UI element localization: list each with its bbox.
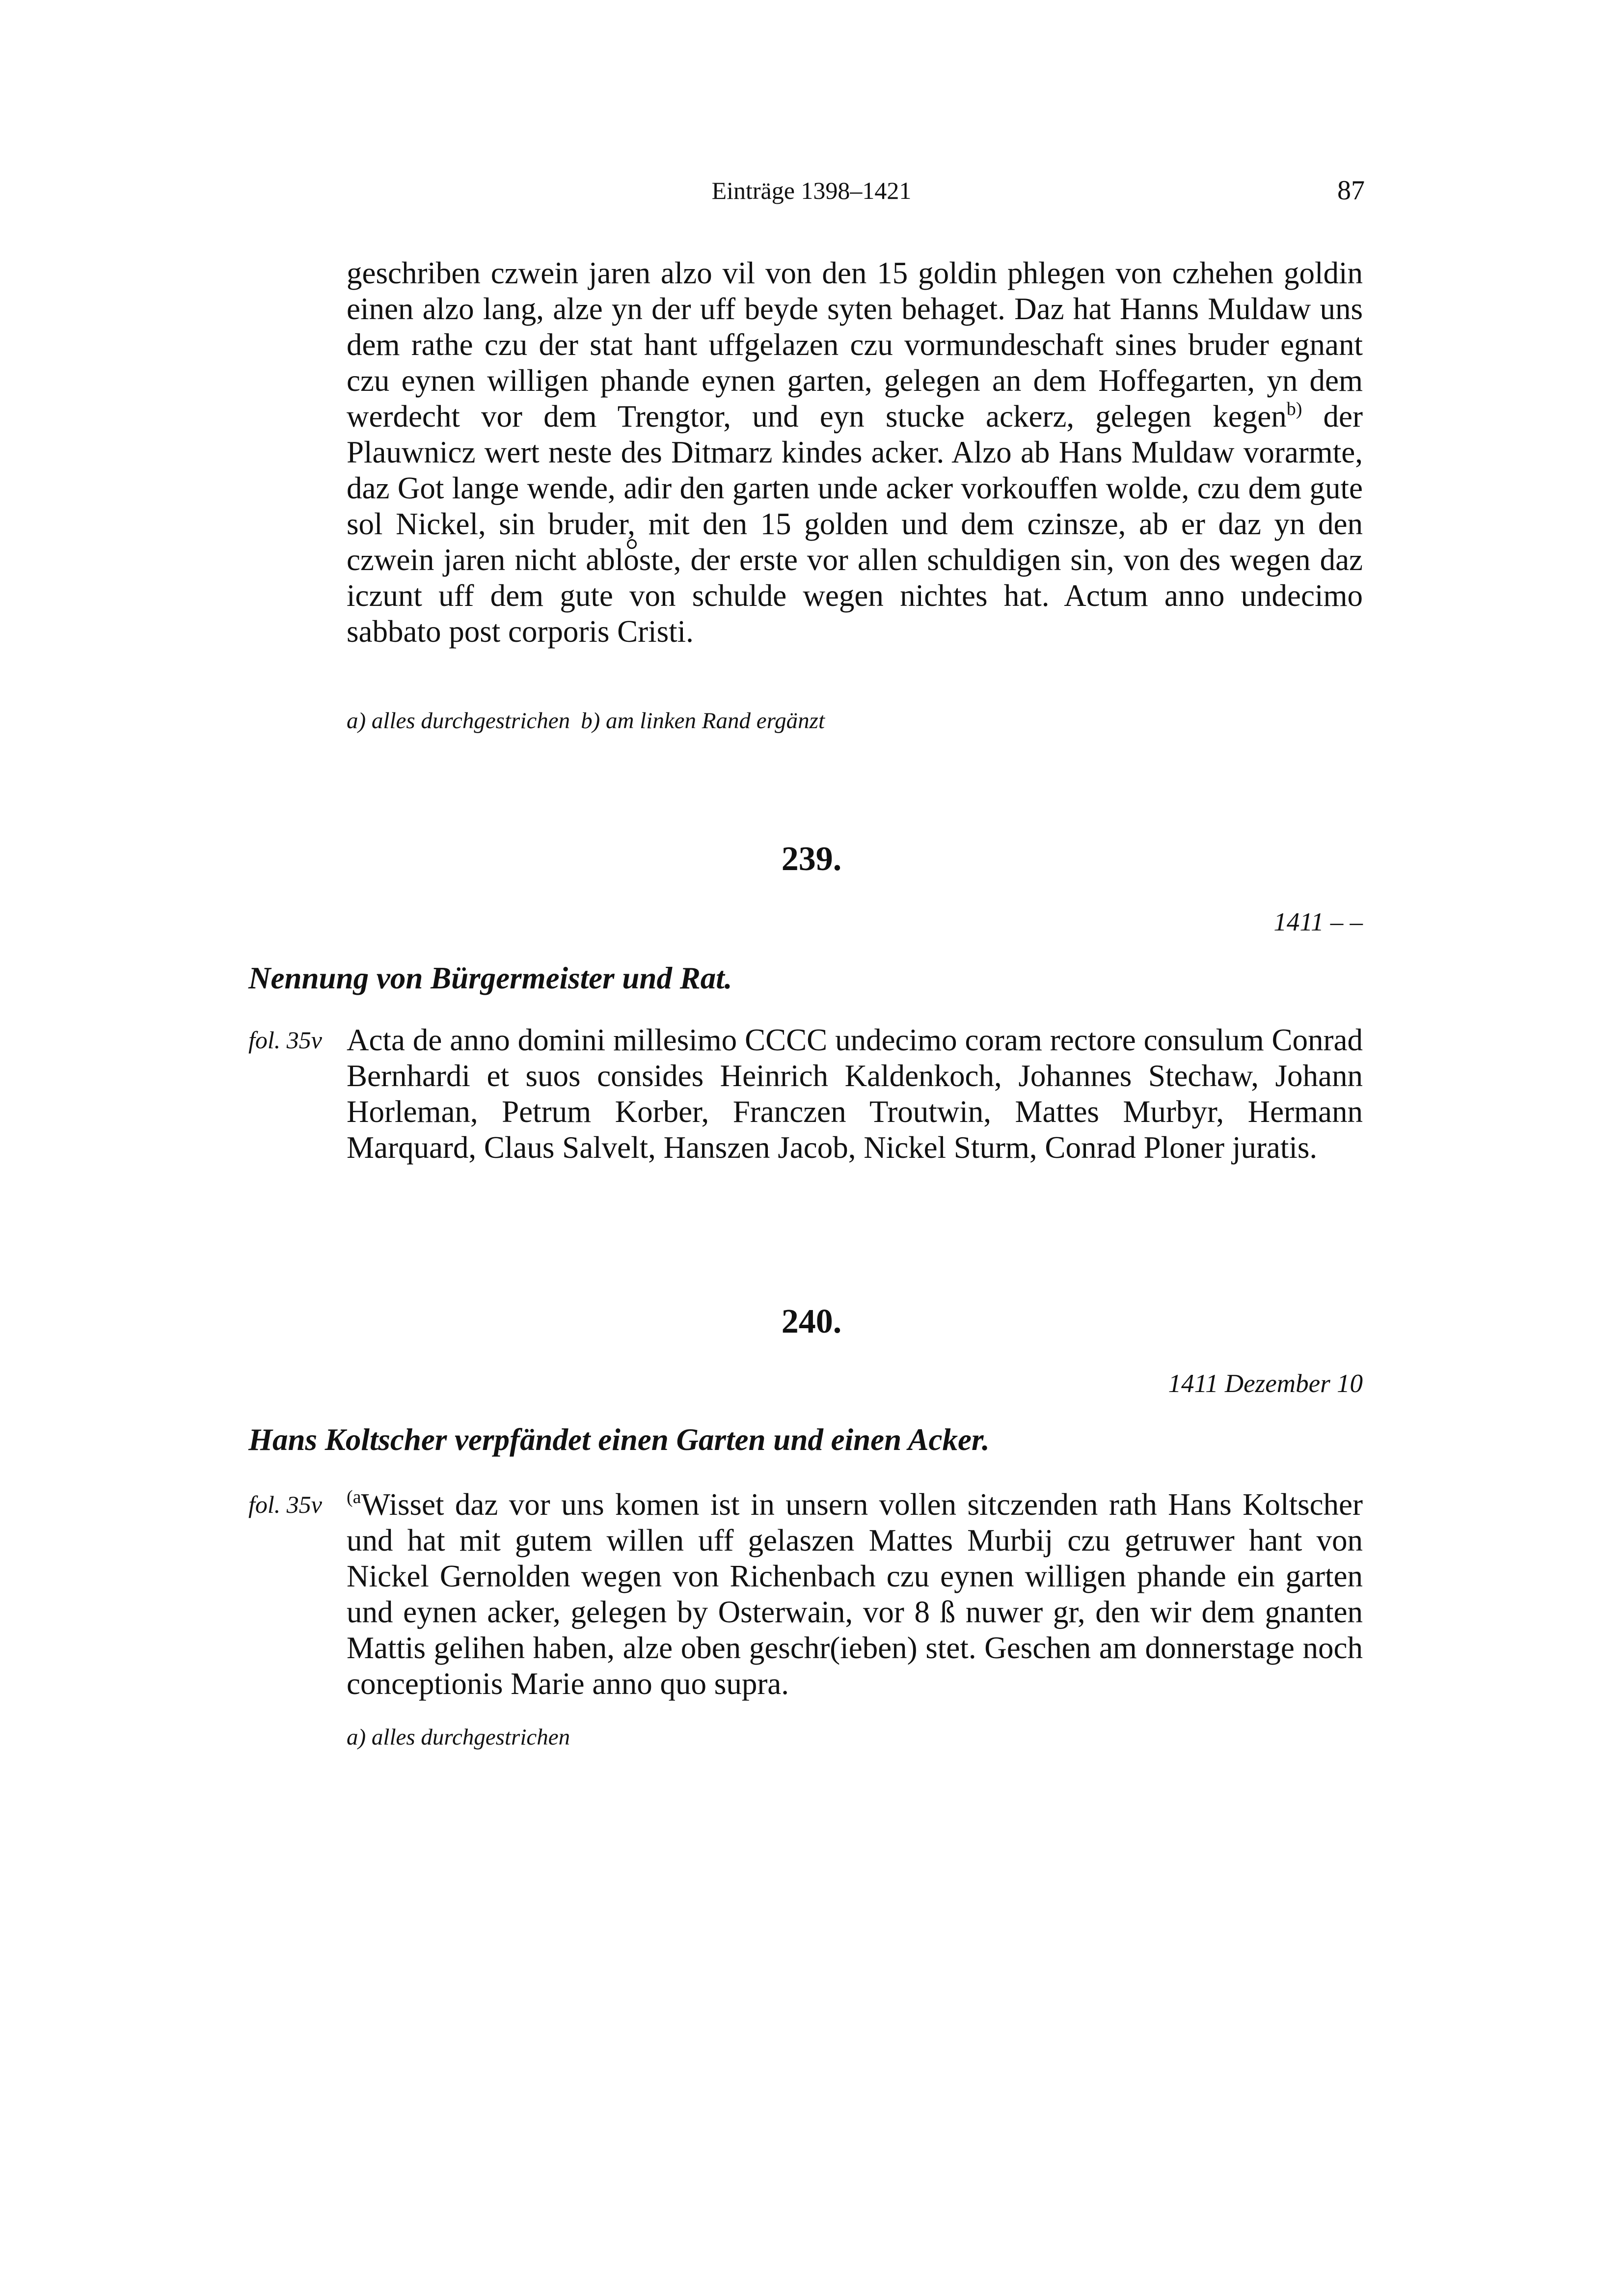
running-title: Einträge 1398–1421 [711, 177, 912, 204]
continuation-text-part-3: ste, der erste vor allen schuldigen sin, von des wegen daz iczunt uff dem gute von schulde wegen nichtes hat. Actum anno undecimo sabbato post corporis Cristi. [347, 543, 1363, 649]
continuation-paragraph [347, 255, 1363, 650]
entry-239-text [347, 1022, 1363, 1166]
entry-239-heading: Nennung von Bürgermeister und Rat. [248, 961, 732, 995]
entry-240-footnote [347, 1723, 1363, 1751]
entry-240-paragraph [347, 1487, 1363, 1702]
continuation-text-part-2: der Plauwnicz wert neste des Ditmarz kindes acker. Alzo ab Hans Muldaw vorarmte, daz Got lange wende, adir den garten unde acker vorkouffen wolde, czu dem gute sol Nickel, sin bruder, mit den 15 golden und dem czinsze, ab er daz yn den czwein jaren nicht abl [347, 399, 1363, 577]
footnote-a: a) alles durchgestrichen [347, 708, 570, 734]
footnote-marker-b: b) [1286, 399, 1302, 419]
footnote-marker-a: (a [347, 1487, 361, 1507]
entry-240-heading: Hans Koltscher verpfändet einen Garten und einen Acker. [248, 1422, 990, 1457]
entry-239-paragraph: Acta de anno domini millesimo CCCC undecimo coram rectore consulum Conrad Bernhardi et suos consides Heinrich Kaldenkoch, Johannes Stechaw, Johann Horleman, Petrum Korber, Franczen Troutwin, Mattes Murbyr, Hermann Marquard, Claus Salvelt, Hanszen Jacob, Nickel Sturm, Conrad Ploner juratis. [347, 1023, 1363, 1165]
entry-240-body: Wisset daz vor uns komen ist in unsern vollen sitczenden rath Hans Koltscher und hat mit gutem willen uff gelaszen Mattes Murbij czu getruwer hant von Nickel Gernolden wegen von Richenbach czu eynen willigen phande ein garten und eynen acker, gelegen by Osterwain, vor 8 ß nuwer gr, den wir dem gnanten Mattis gelihen haben, alze oben geschr(ieben) stet. Geschen am donnerstage noch conceptionis Marie anno quo supra. [347, 1487, 1363, 1701]
footnote-a: a) alles durchgestrichen [347, 1724, 570, 1750]
continuation-text-part-1: geschriben czwein jaren alzo vil von den 15 goldin phlegen von czhehen goldin einen alzo lang, alze yn der uff beyde syten behaget. Daz hat Hanns Muldaw uns dem rathe czu der stat hant uffgelazen czu vormundeschaft sines bruder egnant czu eynen willigen phande eynen garten, gelegen an dem Hoffegarten, yn dem werdecht vor dem Trengtor, und eyn stucke ackerz, gelegen kegen [347, 256, 1363, 434]
entry-240-text [347, 1487, 1363, 1702]
entry-239-number: 239. [781, 840, 842, 878]
continuation-footnotes [347, 707, 1363, 735]
entry-239-date: 1411 – – [1273, 908, 1363, 936]
footnote-b: b) am linken Rand ergänzt [581, 708, 825, 734]
entry-240-date: 1411 Dezember 10 [1168, 1369, 1363, 1398]
ring-o-letter: o [623, 543, 639, 577]
entry-240-number: 240. [781, 1303, 842, 1340]
entry-239-folio: fol. 35v [248, 1026, 322, 1054]
entry-240-folio: fol. 35v [248, 1491, 322, 1518]
continuation-text [347, 255, 1363, 650]
page-number: 87 [1337, 175, 1365, 206]
